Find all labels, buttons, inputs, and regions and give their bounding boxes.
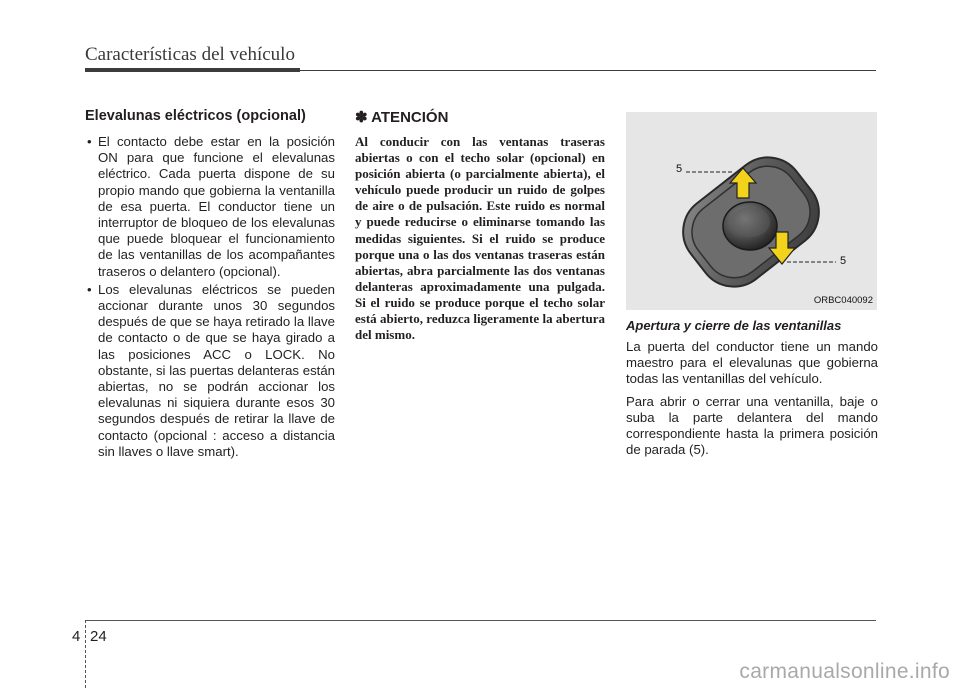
header-rule-thin xyxy=(300,70,876,71)
bullet-item: • El contacto debe estar en la posición ON para que funcione el elevalunas eléctrico. Cada puerta dispone de su propio mando que gobierna la ventanilla de esa puerta. El conductor tiene un interruptor de bloqueo de los elevalunas que puede bloquear el funcionamiento de las ventanillas de los acompañantes traseros o delantero (opcional). xyxy=(85,134,335,280)
window-switch-figure xyxy=(626,112,877,310)
footer-rule xyxy=(85,620,876,621)
paragraph: Para abrir o cerrar una ventanilla, baje o suba la parte delantera del mando correspondiente hasta la primera posición de parada (5). xyxy=(626,393,878,458)
right-column xyxy=(626,112,878,464)
paragraph: La puerta del conductor tiene un mando maestro para el elevalunas que gobierna todas las ventanillas del vehículo. xyxy=(626,339,878,387)
page-number: 24 xyxy=(90,628,107,645)
footer-divider xyxy=(85,620,86,689)
header-title: Características del vehículo xyxy=(85,44,295,65)
figure-code: ORBC040092 xyxy=(813,295,873,306)
chapter-number: 4 xyxy=(72,628,81,645)
attention-heading: ✽ ATENCIÓN xyxy=(355,109,449,126)
window-switch-illustration xyxy=(626,112,877,310)
left-column xyxy=(85,108,335,462)
attention-body: Al conducir con las ventanas traseras abiertas o con el techo solar (opcional) en posición abierta (o parcialmente abierta), el vehículo puede producir un ruido de golpes de aire o de pulsación. Este ruido es normal y puede reducirse o eliminarse tomando las medidas siguientes. Si el ruido se produce porque una o las dos ventanas traseras están abiertas, abra parcialmente las dos ventanas delanteras aproximadamente una pulgada. Si el ruido se produce porque el techo solar está abierto, reduzca ligeramente la abertura del mismo. xyxy=(355,134,605,343)
figure-label-top: 5 xyxy=(676,163,683,175)
attention-box xyxy=(355,108,605,343)
bullet-list xyxy=(85,134,335,460)
figure-caption: Apertura y cierre de las ventanillas xyxy=(626,318,842,333)
section-heading: Elevalunas eléctricos (opcional) xyxy=(85,108,306,124)
figure-label-bottom: 5 xyxy=(840,255,847,267)
bullet-item: • Los elevalunas eléctricos se pueden accionar durante unos 30 segundos después de que se haya retirado la llave de contacto o de que se haya girado a las posiciones ACC o LOCK. No obstante, si las puertas delanteras están abiertas, no se podrán accionar los elevalunas ni siquiera durante esos 30 segundos después de retirar la llave de contacto (opcional : acceso a distancia sin llaves o llave smart). xyxy=(85,282,335,460)
watermark: carmanualsonline.info xyxy=(739,660,950,683)
header-rule-thick xyxy=(85,68,300,72)
